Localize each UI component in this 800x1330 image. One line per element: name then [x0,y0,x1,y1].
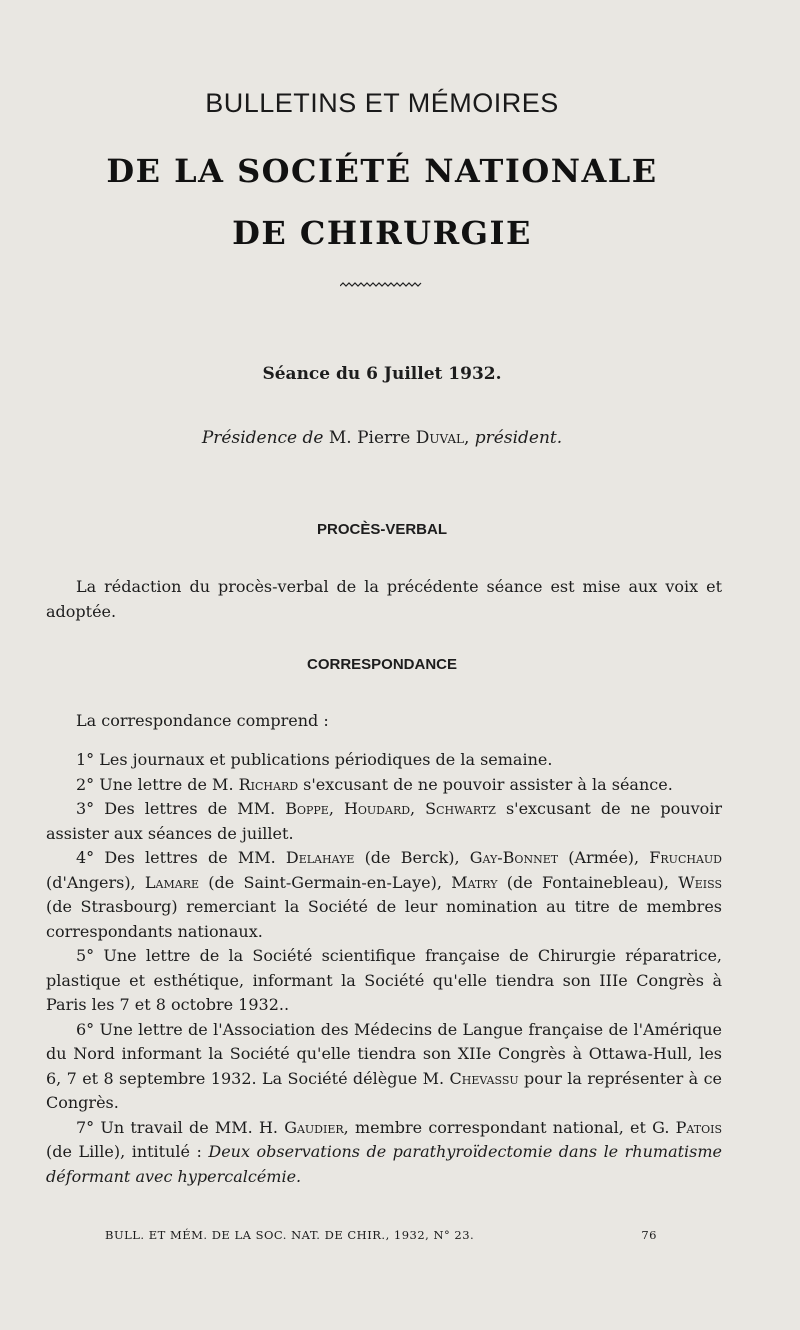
journal-title-line2: DE LA SOCIÉTÉ NATIONALE [106,152,658,190]
correspondance-intro: La correspondance comprend : [76,711,329,730]
president-name: Duval [415,428,464,448]
list-item: 5° Une lettre de la Société scientifique française de Chirurgie réparatrice, plastique et esthétique, informant la Société qu'elle tiendra son IIIe Congrès à Paris les 7 et 8 octobre 1932.. [46,946,722,1014]
section-correspondance: CORRESPONDANCE [306,656,457,673]
page-footer [105,1228,657,1242]
presidence-line: Présidence de M. Pierre Duval, président. [201,428,563,448]
seance-date: Séance du 6 Juillet 1932. [262,364,502,384]
list-item: 3° Des lettres de MM. Boppe, Houdard, Schwartz s'excusant de ne pouvoir assister aux séances de juillet. [46,799,723,843]
list-item: 6° Une lettre de l'Association des Médecins de Langue française de l'Amérique du Nord informant la Société qu'elle tiendra son XIIe Congrès à Ottawa-Hull, les 6, 7 et 8 septembre 1932. La Société délègue M. Chevassu pour la représenter à ce Congrès. [46,1019,723,1112]
correspondance-list [46,748,722,1189]
footer-reference: BULL. ET MÉM. DE LA SOC. NAT. DE CHIR., 1932, N° 23. [105,1228,475,1242]
list-item: 7° Un travail de MM. H. Gaudier, membre correspondant national, et G. Patois (de Lille), intitulé : Deux observations de parathyroïdectomie dans le rhumatisme déformant avec hypercalcémie. [46,1117,723,1186]
president-title: président. [474,428,563,448]
presidence-m: M. [328,428,352,448]
presidence-prefix: Présidence de [201,428,324,448]
decorative-ornament [340,280,422,292]
list-item: 4° Des lettres de MM. Delahaye (de Berck), Gay-Bonnet (Armée), Fruchaud (d'Angers), Lamare (de Saint-Germain-en-Laye), Matry (de Fontainebleau), Weiss (de Strasbourg) remerciant la Société de leur nomination au titre de membres correspondants nationaux. [46,848,722,941]
page-number: 76 [641,1228,657,1242]
section-proces-verbal: PROCÈS-VERBAL [316,521,447,538]
president-first-name: Pierre [357,428,411,448]
proces-verbal-text: La rédaction du procès-verbal de la précédente séance est mise aux voix et adoptée. [46,577,722,621]
journal-title-line1: BULLETINS ET MÉMOIRES [205,88,559,118]
list-item: 1° Les journaux et publications périodiques de la semaine. [76,750,553,769]
list-item: 2° Une lettre de M. Richard s'excusant de ne pouvoir assister à la séance. [76,774,673,794]
journal-title-line3: DE CHIRURGIE [232,214,532,252]
